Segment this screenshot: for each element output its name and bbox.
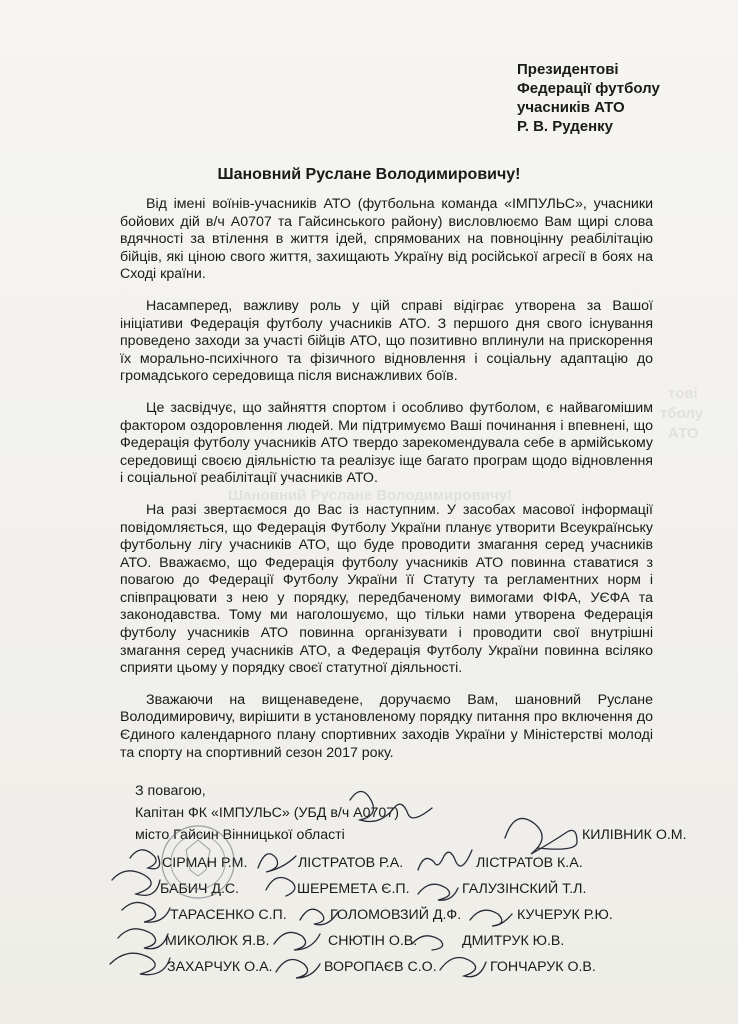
signatory-name: БАБИЧ Д.С. xyxy=(160,881,240,897)
paragraph: Це засвідчує, що зайняття спортом і особливо футболом, є найвагомішим фактором оздоровлення людей. Ми підтримуємо Ваші починання і впевнені, що Федерація футболу учасників АТО твердо зарекомендувала себе в армійському середовищі своєю діяльністю та реалізує іще багато програм щодо відновлення і соціальної реабілітації учасників АТО. xyxy=(120,399,653,487)
handwritten-signature xyxy=(505,818,577,854)
paragraph: Насамперед, важливу роль у цій справі відіграє утворена за Вашої ініціативи Федерація футболу учасників АТО. З першого дня свого існування проведено заходи за участі бійців АТО, що позитивно вплинули на прискорення їх морально-психічного та фізичного відновлення і соціальну адаптацію до громадського середовища після виснажливих боїв. xyxy=(120,297,653,385)
handwritten-signature xyxy=(276,960,320,979)
signatory-name: ЛІСТРАТОВ Р.А. xyxy=(298,855,404,871)
handwritten-signature xyxy=(440,958,486,977)
addressee-line: Федерації футболу xyxy=(517,80,660,97)
closing-city: місто Гайсин Вінницької області xyxy=(135,827,345,843)
handwritten-signature xyxy=(110,953,170,974)
handwritten-signature xyxy=(112,871,160,896)
closing-regards: З повагою, xyxy=(135,783,206,799)
signatory-name: КИЛІВНИК О.М. xyxy=(582,827,687,843)
handwritten-signature xyxy=(470,910,512,926)
handwritten-signature xyxy=(418,850,472,870)
handwritten-signature xyxy=(418,884,458,900)
signatory-name: ГОЛОМОВЗИЙ Д.Ф. xyxy=(330,907,462,923)
signatory-name: ЛІСТРАТОВ К.А. xyxy=(476,855,583,871)
signatory-name: ЗАХАРЧУК О.А. xyxy=(167,959,273,975)
signatory-name: ШЕРЕМЕТА Є.П. xyxy=(297,881,410,897)
handwritten-signature xyxy=(122,902,170,922)
closing-captain: Капітан ФК «ІМПУЛЬС» (УБД в/ч А0707) xyxy=(135,805,399,821)
addressee-line: учасників АТО xyxy=(517,99,625,116)
signatory-name: СНЮТІН О.В. xyxy=(328,933,418,949)
show-through-text: тові xyxy=(668,385,698,402)
salutation: Шановний Руслане Володимировичу! xyxy=(217,166,521,183)
letter-body xyxy=(120,196,653,776)
signatory-name: ДМИТРУК Ю.В. xyxy=(462,933,565,949)
addressee-line: Р. В. Руденку xyxy=(517,118,614,135)
signatory-name: МИКОЛЮК Я.В. xyxy=(165,933,270,949)
signatory-name: ВОРОПАЄВ С.О. xyxy=(324,959,437,975)
addressee-line: Президентові xyxy=(517,61,619,78)
show-through-text: тболу xyxy=(660,405,704,422)
signatory-name: ГАЛУЗІНСКИЙ Т.Л. xyxy=(462,881,587,897)
handwritten-signature xyxy=(130,850,160,869)
show-through-text: Шановний Руслане Володимировичу! xyxy=(228,487,513,504)
handwritten-signature xyxy=(274,932,320,950)
paragraph: Зважаючи на вищенаведене, доручаємо Вам, шановний Руслане Володимировичу, вирішити в установленому порядку питання про включення до Єдиного календарного плану спортивних заходів України у Міністерстві молоді та спорту на спортивний сезон 2017 року. xyxy=(120,691,653,761)
handwritten-signature xyxy=(266,878,295,897)
handwritten-signature xyxy=(118,929,168,949)
signatory-name: ТАРАСЕНКО С.П. xyxy=(170,907,287,923)
signatory-name: СІРМАН Р.М. xyxy=(162,855,248,871)
addressee-block xyxy=(517,60,660,136)
signatory-name: ГОНЧАРУК О.В. xyxy=(490,959,596,975)
paragraph: Від імені воїнів-учасників АТО (футбольна команда «ІМПУЛЬС», учасники бойових дій в/ч А0707 та Гайсинського району) висловлюємо Вам щирі слова вдячності за втілення в життя ідей, спрямованих на повноцінну реабілітацію бійців, які ціною свого життя, захищають Україну від російської агресії в боях на Сході країни. xyxy=(120,196,653,283)
show-through-text: АТО xyxy=(668,425,699,442)
paragraph: На разі звертаємося до Вас із наступним. У засобах масової інформації повідомляється, що Федерація Футболу України планує утворити Всеукраїнську футбольну лігу учасників АТО, що буде проводити змагання серед учасників АТО. Вважаємо, що Федерація футболу учасників АТО повинна ставатися з повагою до Федерації Футболу України її Статуту та регламентних норм і співпрацювати з нею у порядку, передбаченому вимогами ФІФА, УЄФА та законодавства. Тому ми наголошуємо, що тільки нами утворена Федерація футболу учасників АТО повинна організувати і проводити свої внутрішні змагання серед учасників АТО, а Федерація Футболу України повинна всіляко сприяти цьому у порядку своєї статутної діяльності. xyxy=(120,501,653,677)
signatory-name: КУЧЕРУК Р.Ю. xyxy=(517,907,613,923)
handwritten-signature xyxy=(258,854,296,872)
